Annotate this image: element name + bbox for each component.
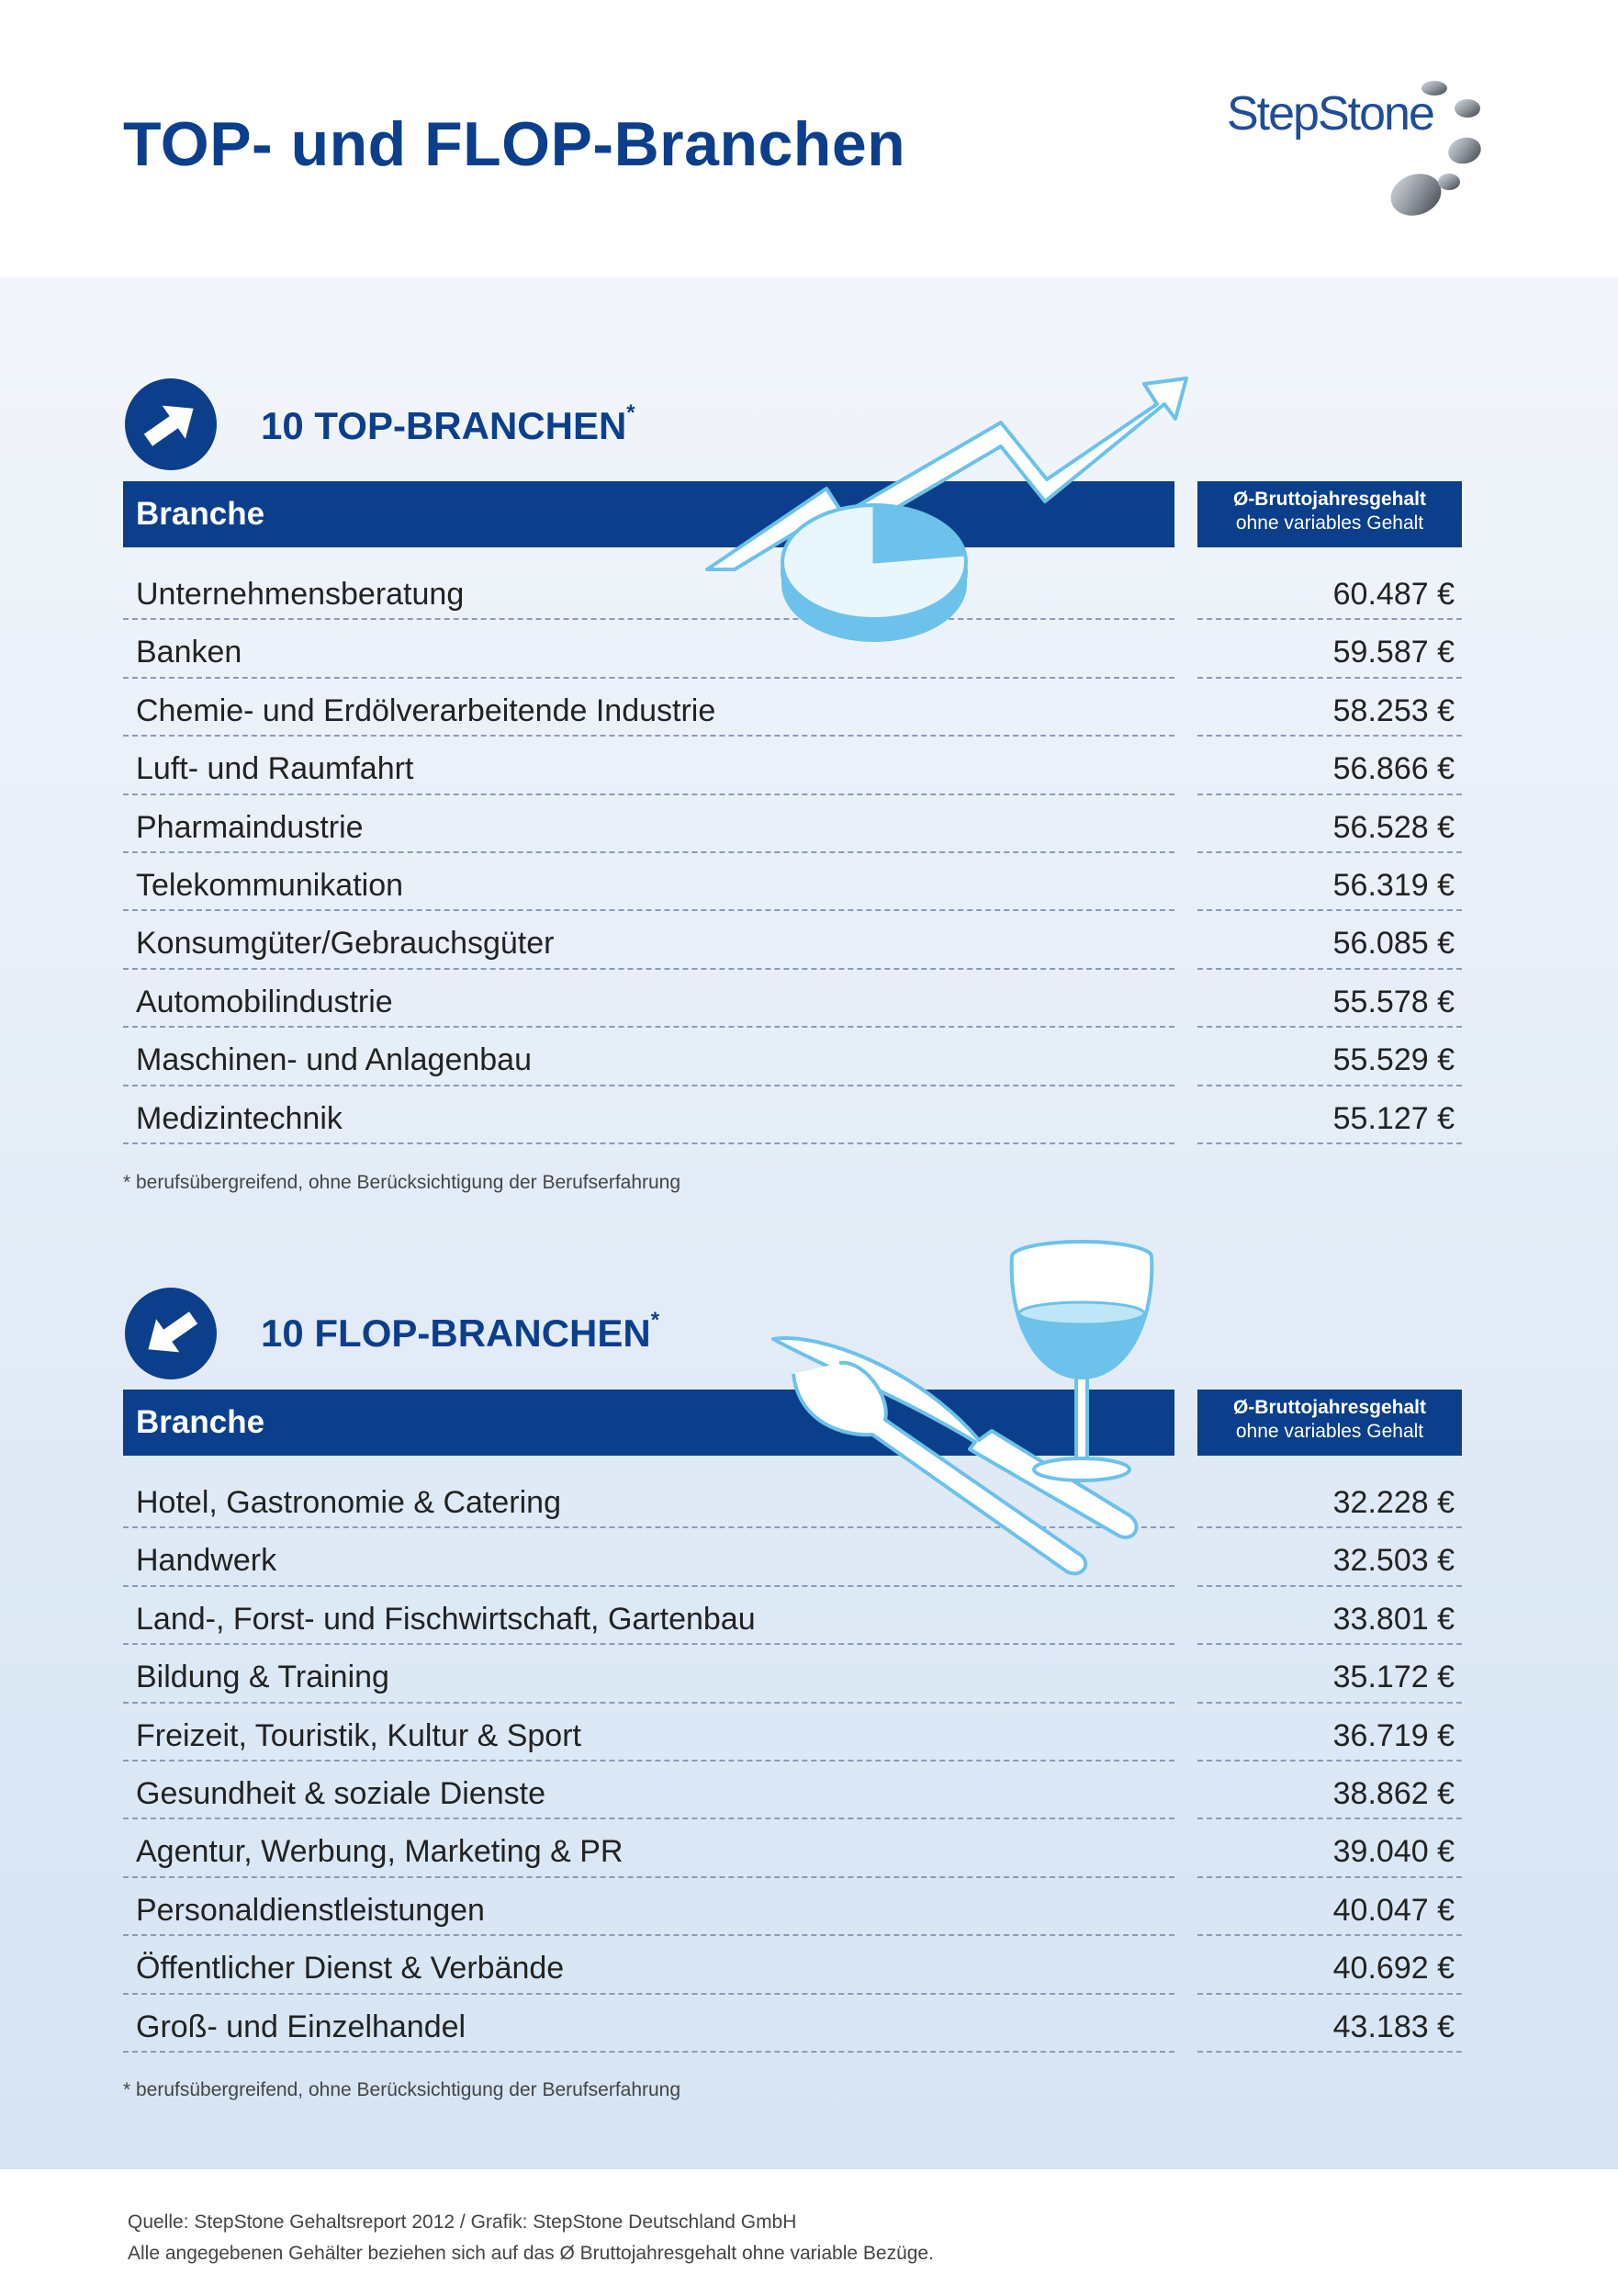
salary-value: 58.253 € [1332, 692, 1455, 728]
salary-value: 59.587 € [1332, 635, 1455, 670]
table-row [123, 679, 1462, 737]
top-section-title: 10 TOP-BRANCHEN* [261, 400, 635, 447]
footer [0, 2169, 1618, 2296]
salary-value: 39.040 € [1332, 1834, 1455, 1870]
branche-name: Unternehmensberatung [136, 577, 465, 612]
top-table [123, 562, 1462, 1144]
header [0, 0, 1618, 277]
table-row [123, 1761, 1462, 1819]
branche-name: Land-, Forst- und Fischwirtschaft, Gartenbau [136, 1601, 756, 1637]
salary-value: 56.528 € [1332, 809, 1455, 845]
branche-name: Personaldienstleistungen [136, 1892, 485, 1928]
stepstone-logo [1221, 72, 1497, 237]
top-salary-header: Ø-Bruttojahresgehalt ohne variables Gehalt [1197, 481, 1462, 547]
branche-name: Automobilindustrie [136, 984, 393, 1019]
branche-name: Gesundheit & soziale Dienste [136, 1775, 546, 1811]
salary-value: 38.862 € [1332, 1775, 1455, 1811]
branche-name: Maschinen- und Anlagenbau [136, 1042, 532, 1078]
salary-value: 56.085 € [1332, 926, 1455, 962]
top-branche-header: Branche [123, 481, 1174, 547]
branche-name: Handwerk [136, 1543, 277, 1579]
branche-name: Telekommunikation [136, 867, 404, 903]
salary-value: 56.319 € [1332, 867, 1455, 903]
table-row [123, 1587, 1462, 1645]
table-row [123, 1878, 1462, 1936]
table-row [123, 970, 1462, 1028]
salary-value: 40.692 € [1332, 1951, 1455, 1986]
branche-name: Freizeit, Touristik, Kultur & Sport [136, 1717, 581, 1753]
trend-arrow-pie-icon [698, 367, 1194, 643]
branche-name: Bildung & Training [136, 1660, 389, 1695]
salary-value: 55.578 € [1332, 984, 1455, 1019]
table-row [123, 1995, 1462, 2053]
branche-name: Luft- und Raumfahrt [136, 751, 414, 787]
cutlery-wine-glass-icon [762, 1240, 1166, 1589]
salary-value: 35.172 € [1332, 1660, 1455, 1695]
table-row [123, 795, 1462, 853]
salary-value: 40.047 € [1332, 1892, 1455, 1928]
table-row [123, 1086, 1462, 1144]
salary-value: 32.503 € [1332, 1543, 1455, 1579]
top-footnote: * berufsübergreifend, ohne Berücksichtigung der Berufserfahrung [123, 1172, 681, 1193]
table-row [123, 737, 1462, 794]
salary-value: 43.183 € [1332, 2009, 1455, 2044]
branche-name: Medizintechnik [136, 1100, 343, 1136]
salary-value: 36.719 € [1332, 1717, 1455, 1753]
table-row [123, 1819, 1462, 1877]
salary-value: 60.487 € [1332, 577, 1455, 612]
page-title: TOP- und FLOP-Branchen [123, 109, 906, 179]
logo-text: StepStone [1227, 87, 1433, 141]
flop-branche-header: Branche [123, 1390, 1174, 1456]
salary-value: 55.529 € [1332, 1042, 1455, 1078]
branche-name: Pharmaindustrie [136, 809, 364, 845]
salary-value: 32.228 € [1332, 1485, 1455, 1520]
branche-name: Agentur, Werbung, Marketing & PR [136, 1834, 624, 1870]
salary-value: 55.127 € [1332, 1100, 1455, 1136]
branche-name: Banken [136, 635, 242, 670]
branche-name: Konsumgüter/Gebrauchsgüter [136, 926, 555, 962]
salary-value: 56.866 € [1332, 751, 1455, 787]
footer-note: Alle angegebenen Gehälter beziehen sich auf das Ø Bruttojahresgehalt ohne variable Bezüge. [128, 2243, 934, 2264]
flop-salary-header: Ø-Bruttojahresgehalt ohne variables Gehalt [1197, 1390, 1462, 1456]
branche-name: Hotel, Gastronomie & Catering [136, 1485, 561, 1520]
arrow-down-left-icon [123, 1286, 219, 1381]
footer-source: Quelle: StepStone Gehaltsreport 2012 / Grafik: StepStone Deutschland GmbH [128, 2212, 797, 2233]
table-row [123, 1028, 1462, 1086]
salary-value: 33.801 € [1332, 1601, 1455, 1637]
flop-section-title: 10 FLOP-BRANCHEN* [261, 1308, 660, 1355]
table-row [123, 1936, 1462, 1994]
table-row [123, 911, 1462, 969]
arrow-up-right-icon [123, 377, 219, 472]
table-row [123, 1645, 1462, 1703]
branche-name: Öffentlicher Dienst & Verbände [136, 1951, 565, 1986]
table-row [123, 853, 1462, 911]
table-row [123, 1704, 1462, 1761]
branche-name: Chemie- und Erdölverarbeitende Industrie [136, 692, 716, 728]
branche-name: Groß- und Einzelhandel [136, 2009, 466, 2044]
flop-footnote: * berufsübergreifend, ohne Berücksichtigung der Berufserfahrung [123, 2079, 681, 2100]
